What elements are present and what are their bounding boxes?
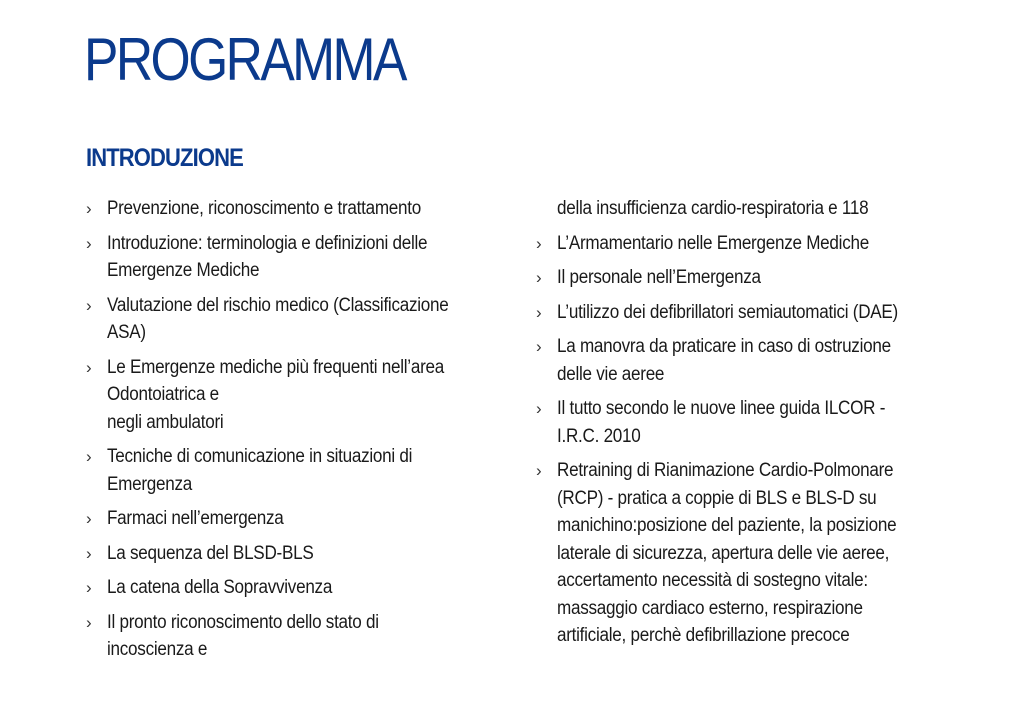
section-heading: INTRODUZIONE xyxy=(86,144,243,172)
list-item-line: incoscienza e xyxy=(107,639,208,660)
list-item-line: laterale di sicurezza, apertura delle vie aeree, xyxy=(557,542,890,564)
list-item xyxy=(536,264,956,292)
list-item-line: Il personale nell’Emergenza xyxy=(557,267,761,288)
list-item-line: Emergenze Mediche xyxy=(107,260,260,281)
list-item-line: Le Emergenze mediche più frequenti nell’area xyxy=(107,356,444,378)
list-item-text xyxy=(107,354,506,437)
bullet-chevron-icon: › xyxy=(86,295,92,315)
bullet-chevron-icon: › xyxy=(86,447,92,466)
bullet-chevron-icon: › xyxy=(86,612,92,632)
list-item xyxy=(86,195,506,223)
list-item xyxy=(536,333,956,388)
bullet-chevron-icon: › xyxy=(86,199,92,218)
list-item-text xyxy=(557,333,956,388)
list-item-text xyxy=(107,230,506,285)
list-item-line: Introduzione: terminologia e definizioni delle xyxy=(107,232,428,254)
list-item-line: Farmaci nell’emergenza xyxy=(107,508,284,529)
bullet-chevron-icon: › xyxy=(536,461,542,480)
program-list-right xyxy=(536,195,956,657)
bullet-chevron-icon: › xyxy=(86,578,92,597)
list-item-continuation xyxy=(536,195,956,223)
list-item-text xyxy=(107,195,506,223)
list-item-line: Valutazione del rischio medico (Classificazione xyxy=(107,294,449,316)
list-item-text xyxy=(107,540,506,568)
list-item xyxy=(86,230,506,285)
bullet-chevron-icon: › xyxy=(536,337,542,356)
list-item-line: Emergenza xyxy=(107,473,193,495)
bullet-chevron-icon: › xyxy=(86,233,92,253)
program-list-left xyxy=(86,195,506,671)
list-item-line: Retraining di Rianimazione Cardio-Polmonare xyxy=(557,460,894,481)
list-item-text xyxy=(107,609,506,664)
list-item-text xyxy=(557,264,956,292)
list-item-line: L’utilizzo dei defibrillatori semiautomatici (DAE) xyxy=(557,301,898,323)
list-item-text xyxy=(557,395,956,450)
bullet-chevron-icon: › xyxy=(536,233,542,253)
list-item xyxy=(86,354,506,437)
list-item xyxy=(536,395,956,450)
list-item-line: Il tutto secondo le nuove linee guida ILCOR - xyxy=(557,398,886,419)
bullet-chevron-icon: › xyxy=(86,543,92,563)
list-item-text xyxy=(107,292,506,347)
list-item-line: L’Armamentario nelle Emergenze Mediche xyxy=(557,232,869,254)
list-item xyxy=(536,457,956,650)
list-item-text xyxy=(107,574,506,602)
list-item xyxy=(86,292,506,347)
list-item-line: Prevenzione, riconoscimento e trattamento xyxy=(107,198,422,219)
list-item-line: accertamento necessità di sostegno vitale: xyxy=(557,570,868,591)
list-item xyxy=(86,574,506,602)
bullet-chevron-icon: › xyxy=(86,509,92,528)
list-item xyxy=(86,540,506,568)
list-item-line: La manovra da praticare in caso di ostruzione xyxy=(557,336,891,357)
bullet-chevron-icon: › xyxy=(536,399,542,418)
list-item-line: ASA) xyxy=(107,322,146,343)
list-item-line: delle vie aeree xyxy=(557,363,665,385)
bullet-chevron-icon: › xyxy=(86,357,92,377)
list-item-text xyxy=(557,230,956,258)
list-item-line: I.R.C. 2010 xyxy=(557,425,641,447)
list-item-line: Odontoiatrica e xyxy=(107,384,219,405)
list-item-text xyxy=(107,443,506,498)
list-item-line: Tecniche di comunicazione in situazioni di xyxy=(107,446,413,467)
list-item-line: massaggio cardiaco esterno, respirazione xyxy=(557,597,863,619)
list-item-text: della insufficienza cardio-respiratoria e 118 xyxy=(557,198,869,219)
list-item-line: La sequenza del BLSD-BLS xyxy=(107,542,314,564)
list-item-line: negli ambulatori xyxy=(107,411,224,433)
list-item xyxy=(86,443,506,498)
list-item xyxy=(536,230,956,258)
list-item-text xyxy=(557,299,956,327)
list-item xyxy=(86,609,506,664)
list-item-text xyxy=(557,457,956,650)
bullet-chevron-icon: › xyxy=(536,302,542,322)
list-item-line: Il pronto riconoscimento dello stato di xyxy=(107,611,379,633)
bullet-chevron-icon: › xyxy=(536,268,542,287)
list-item-line: La catena della Sopravvivenza xyxy=(107,577,333,598)
list-item xyxy=(536,299,956,327)
list-item-line: manichino:posizione del paziente, la posizione xyxy=(557,515,897,536)
list-item xyxy=(86,505,506,533)
list-item-text xyxy=(107,505,506,533)
list-item-line: (RCP) - pratica a coppie di BLS e BLS-D su xyxy=(557,487,877,509)
list-item-line: artificiale, perchè defibrillazione precoce xyxy=(557,625,850,646)
page-title: PROGRAMMA xyxy=(84,26,405,93)
